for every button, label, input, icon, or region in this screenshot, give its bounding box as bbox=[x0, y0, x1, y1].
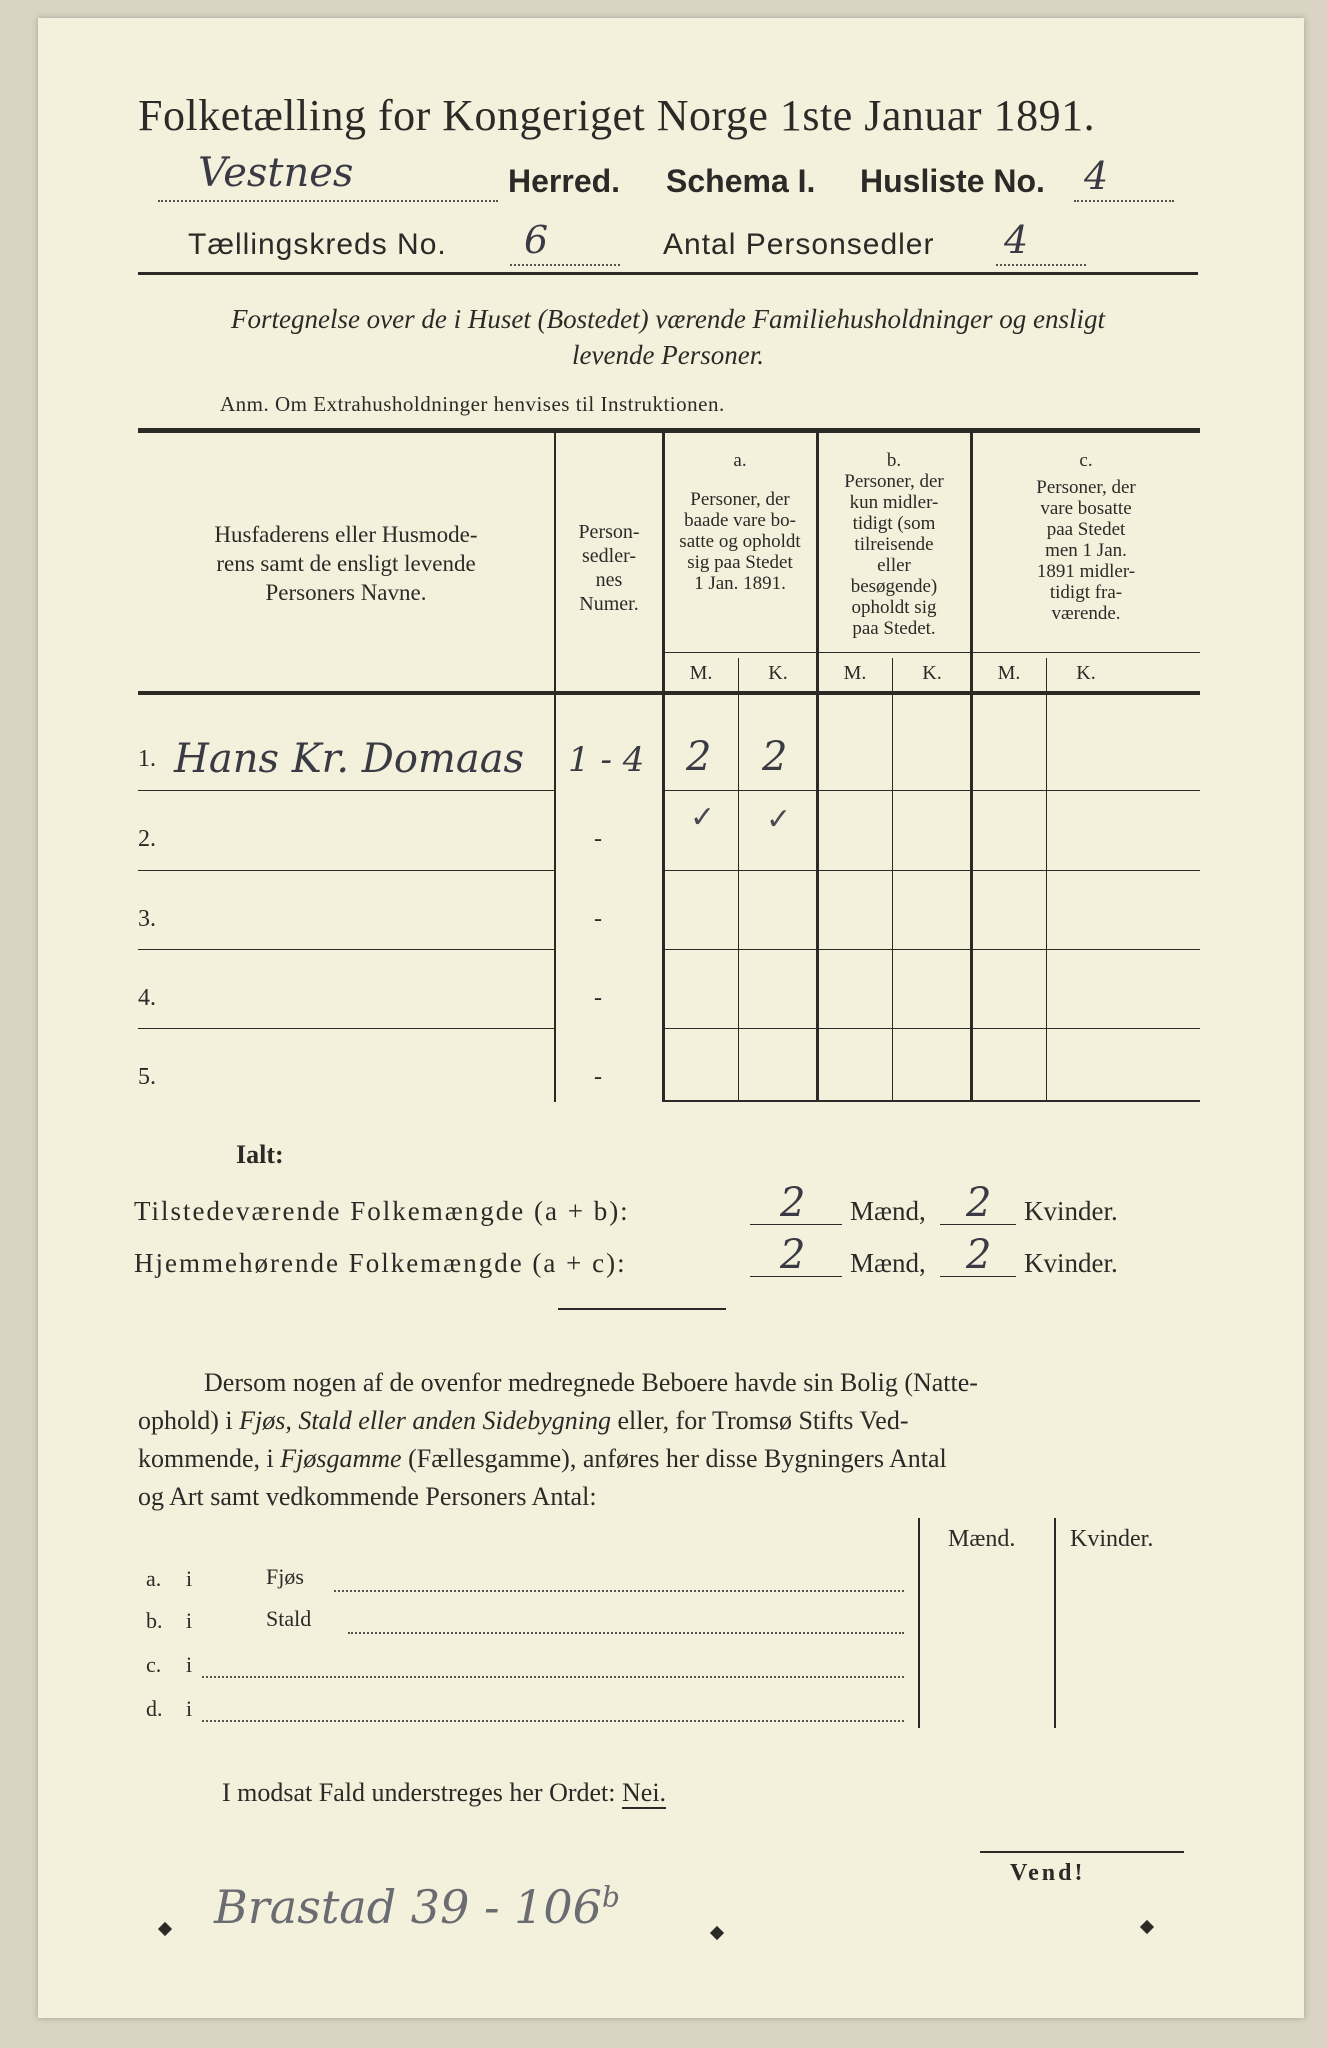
annotation-sup: b bbox=[601, 1880, 620, 1914]
line2-kvinder-label: Kvinder. bbox=[1024, 1248, 1118, 1278]
col-c-header-line: vare bosatte bbox=[1040, 498, 1132, 519]
personsedler-value-field bbox=[996, 218, 1086, 266]
col-c-letter: c. bbox=[1079, 450, 1093, 471]
archive-annotation bbox=[214, 1880, 620, 1934]
herred-value: Vestnes bbox=[198, 150, 354, 196]
line1-k-field bbox=[940, 1180, 1016, 1226]
table-row-number: 2. bbox=[138, 826, 156, 852]
table-bottom-rule bbox=[662, 1100, 1200, 1102]
col-c-header-line: men 1 Jan. bbox=[1045, 540, 1127, 561]
para-italic: Fjøs, Stald eller anden Sidebygning bbox=[239, 1406, 611, 1435]
outbuilding-label: Fjøs bbox=[266, 1564, 304, 1589]
punch-mark-center bbox=[710, 1926, 724, 1940]
col-b-header-line: Personer, der bbox=[844, 471, 944, 492]
col-a-header-line: satte og opholdt bbox=[679, 531, 801, 552]
para-line bbox=[138, 1402, 1200, 1440]
outbuilding-i: i bbox=[186, 1696, 193, 1721]
check-mark: ✓ bbox=[690, 801, 716, 834]
personsedler-value: 4 bbox=[1004, 218, 1029, 262]
person-numbers: - bbox=[594, 906, 602, 932]
col-b-header-line: eller bbox=[877, 555, 911, 576]
punch-mark-left bbox=[158, 1922, 172, 1936]
col-c-header-line: værende. bbox=[1051, 603, 1121, 624]
totals-line1-label: Tilstedeværende Folkemængde (a + b): bbox=[134, 1196, 630, 1226]
husliste-label: Husliste No. bbox=[860, 163, 1045, 199]
para-text: eller, for Tromsø Stifts Ved- bbox=[611, 1406, 909, 1435]
line2-k-value: 2 bbox=[966, 1232, 992, 1278]
outbuildings-kvinder-header: Kvinder. bbox=[1070, 1526, 1154, 1552]
line1-k-value: 2 bbox=[966, 1180, 992, 1226]
names-col-header bbox=[138, 520, 554, 607]
mk-separator bbox=[664, 652, 1200, 653]
col-b-header-line: tilreisende bbox=[854, 534, 934, 555]
col-a-header-line: sig paa Stedet bbox=[687, 552, 793, 573]
a-m-label: M. bbox=[689, 662, 713, 684]
outbuilding-i: i bbox=[186, 1566, 193, 1591]
outbuilding-i: i bbox=[186, 1652, 193, 1677]
person-numbers: 1 - 4 bbox=[568, 740, 645, 780]
vend-label: Vend! bbox=[1010, 1860, 1086, 1886]
outbuildings-divider-right bbox=[1054, 1518, 1056, 1728]
col-b-header-line: tidigt (som bbox=[852, 513, 936, 534]
nei-instruction bbox=[222, 1778, 666, 1808]
outbuilding-i: i bbox=[186, 1608, 193, 1633]
line2-k-field bbox=[940, 1232, 1016, 1278]
taellingskreds-value-field bbox=[510, 218, 620, 266]
para-text: kommende, i bbox=[138, 1444, 281, 1473]
line1-kvinder-label: Kvinder. bbox=[1024, 1196, 1118, 1226]
outbuilding-letter: a. bbox=[146, 1566, 162, 1591]
col-a-header-line: baade vare bo- bbox=[684, 510, 796, 531]
table-row-number: 4. bbox=[138, 985, 156, 1011]
intro-text-line2: levende Personer. bbox=[572, 340, 764, 370]
anm-note: Anm. Om Extrahusholdninger henvises til Instruktionen. bbox=[220, 392, 725, 416]
table-top-rule bbox=[138, 428, 1200, 433]
col-b-letter: b. bbox=[886, 450, 902, 471]
col-c-header-line: paa Stedet bbox=[1046, 519, 1126, 540]
outbuildings-maend-header: Mænd. bbox=[948, 1526, 1016, 1552]
col-a-letter: a. bbox=[733, 450, 747, 471]
husliste-value: 4 bbox=[1084, 154, 1109, 198]
vend-rule bbox=[980, 1851, 1184, 1853]
numbers-header-line: nes bbox=[595, 569, 623, 591]
outbuildings-divider-left bbox=[918, 1518, 920, 1728]
table-row-number: 1. bbox=[138, 746, 156, 772]
numbers-header-line: Numer. bbox=[579, 593, 639, 615]
row-rule bbox=[138, 949, 554, 950]
para-text: ophold) i bbox=[138, 1406, 240, 1435]
col-c-header-line: 1891 midler- bbox=[1036, 561, 1136, 582]
check-mark: ✓ bbox=[766, 803, 792, 836]
totals-line2-label: Hjemmehørende Folkemængde (a + c): bbox=[134, 1248, 627, 1278]
row-rule bbox=[138, 1028, 554, 1029]
taellingskreds-value: 6 bbox=[524, 218, 549, 262]
para-line bbox=[138, 1440, 1200, 1478]
line1-m-value: 2 bbox=[780, 1180, 806, 1226]
col-divider-a-mk bbox=[738, 658, 739, 1102]
a-k-label: K. bbox=[768, 662, 788, 684]
col-c-header-line: tidigt fra- bbox=[1049, 582, 1123, 603]
names-header-line: Husfaderens eller Husmode- bbox=[214, 522, 478, 547]
outbuilding-letter: b. bbox=[146, 1608, 163, 1633]
outbuilding-letter: c. bbox=[146, 1652, 162, 1677]
col-a-header-line: 1 Jan. 1891. bbox=[694, 573, 786, 594]
header-rule bbox=[138, 272, 1198, 275]
herred-label: Herred. bbox=[508, 163, 621, 199]
col-c-header bbox=[972, 450, 1200, 624]
col-b-header-line: besøgende) bbox=[850, 576, 938, 597]
ialt-label: Ialt: bbox=[236, 1140, 284, 1169]
census-form-page bbox=[38, 18, 1304, 2018]
person-numbers: - bbox=[594, 1064, 602, 1090]
a-k-value: 2 bbox=[762, 734, 788, 780]
outbuildings-paragraph bbox=[138, 1364, 1200, 1516]
numbers-col-header bbox=[556, 520, 662, 616]
para-line: Dersom nogen af de ovenfor medregnede Beboere havde sin Bolig (Natte- bbox=[204, 1368, 978, 1397]
col-b-header-line: opholdt sig bbox=[851, 597, 937, 618]
para-text: (Fællesgamme), anføres her disse Bygningers Antal bbox=[401, 1444, 947, 1473]
numbers-header-line: Person- bbox=[578, 521, 640, 543]
nei-text: I modsat Fald understreges her Ordet: bbox=[222, 1778, 616, 1807]
col-b-header-line: paa Stedet. bbox=[852, 618, 936, 639]
outbuilding-dotline bbox=[202, 1704, 904, 1722]
col-divider-c-mk bbox=[1046, 658, 1047, 1102]
names-header-line: rens samt de ensligt levende bbox=[216, 551, 476, 576]
row-rule bbox=[664, 870, 1200, 871]
col-b-header bbox=[818, 450, 970, 639]
b-k-label: K. bbox=[922, 662, 942, 684]
schema-label: Schema I. bbox=[666, 163, 816, 199]
b-m-label: M. bbox=[843, 662, 867, 684]
form-title: Folketælling for Kongeriget Norge 1ste Januar 1891. bbox=[138, 91, 1096, 140]
line2-m-field bbox=[750, 1232, 842, 1278]
outbuilding-dotline bbox=[334, 1574, 904, 1592]
para-line: og Art samt vedkommende Personers Antal: bbox=[138, 1482, 597, 1511]
table-row-number: 3. bbox=[138, 906, 156, 932]
person-numbers: - bbox=[594, 985, 602, 1011]
row-rule bbox=[664, 790, 1200, 791]
punch-mark-right bbox=[1140, 1920, 1154, 1934]
section-divider bbox=[558, 1308, 726, 1310]
outbuilding-dotline bbox=[348, 1616, 904, 1634]
outbuilding-label: Stald bbox=[266, 1606, 312, 1631]
line1-maend-label: Mænd, bbox=[850, 1196, 926, 1226]
col-a-header-line: Personer, der bbox=[690, 489, 790, 510]
names-header-line: Personers Navne. bbox=[265, 580, 427, 605]
annotation-text: Brastad 39 - 106 bbox=[214, 1880, 602, 1934]
a-m-value: 2 bbox=[686, 734, 712, 780]
personsedler-label: Antal Personsedler bbox=[663, 228, 935, 261]
para-italic: Fjøsgamme bbox=[280, 1444, 402, 1473]
taellingskreds-label: Tællingskreds No. bbox=[188, 228, 447, 261]
nei-word: Nei. bbox=[622, 1778, 667, 1807]
table-header-rule bbox=[138, 691, 1200, 695]
row-rule bbox=[138, 790, 554, 791]
row-rule bbox=[138, 870, 554, 871]
col-b-header-line: kun midler- bbox=[849, 492, 939, 513]
outbuilding-dotline bbox=[202, 1660, 904, 1678]
intro-text-line1: Fortegnelse over de i Huset (Bostedet) værende Familiehusholdninger og ensligt bbox=[230, 304, 1106, 334]
c-m-label: M. bbox=[997, 662, 1021, 684]
table-row-number: 5. bbox=[138, 1064, 156, 1090]
line1-m-field bbox=[750, 1180, 842, 1226]
line2-maend-label: Mænd, bbox=[850, 1248, 926, 1278]
herred-value-field bbox=[158, 150, 498, 202]
husliste-value-field bbox=[1074, 154, 1174, 202]
col-c-header-line: Personer, der bbox=[1036, 477, 1136, 498]
outbuilding-letter: d. bbox=[146, 1696, 163, 1721]
row-rule bbox=[664, 949, 1200, 950]
numbers-header-line: sedler- bbox=[581, 545, 636, 567]
household-head-name: Hans Kr. Domaas bbox=[174, 736, 525, 782]
person-numbers: - bbox=[594, 826, 602, 852]
line2-m-value: 2 bbox=[780, 1232, 806, 1278]
row-rule bbox=[664, 1028, 1200, 1029]
col-a-header bbox=[664, 450, 816, 594]
c-k-label: K. bbox=[1076, 662, 1096, 684]
col-divider-b-mk bbox=[892, 658, 893, 1102]
